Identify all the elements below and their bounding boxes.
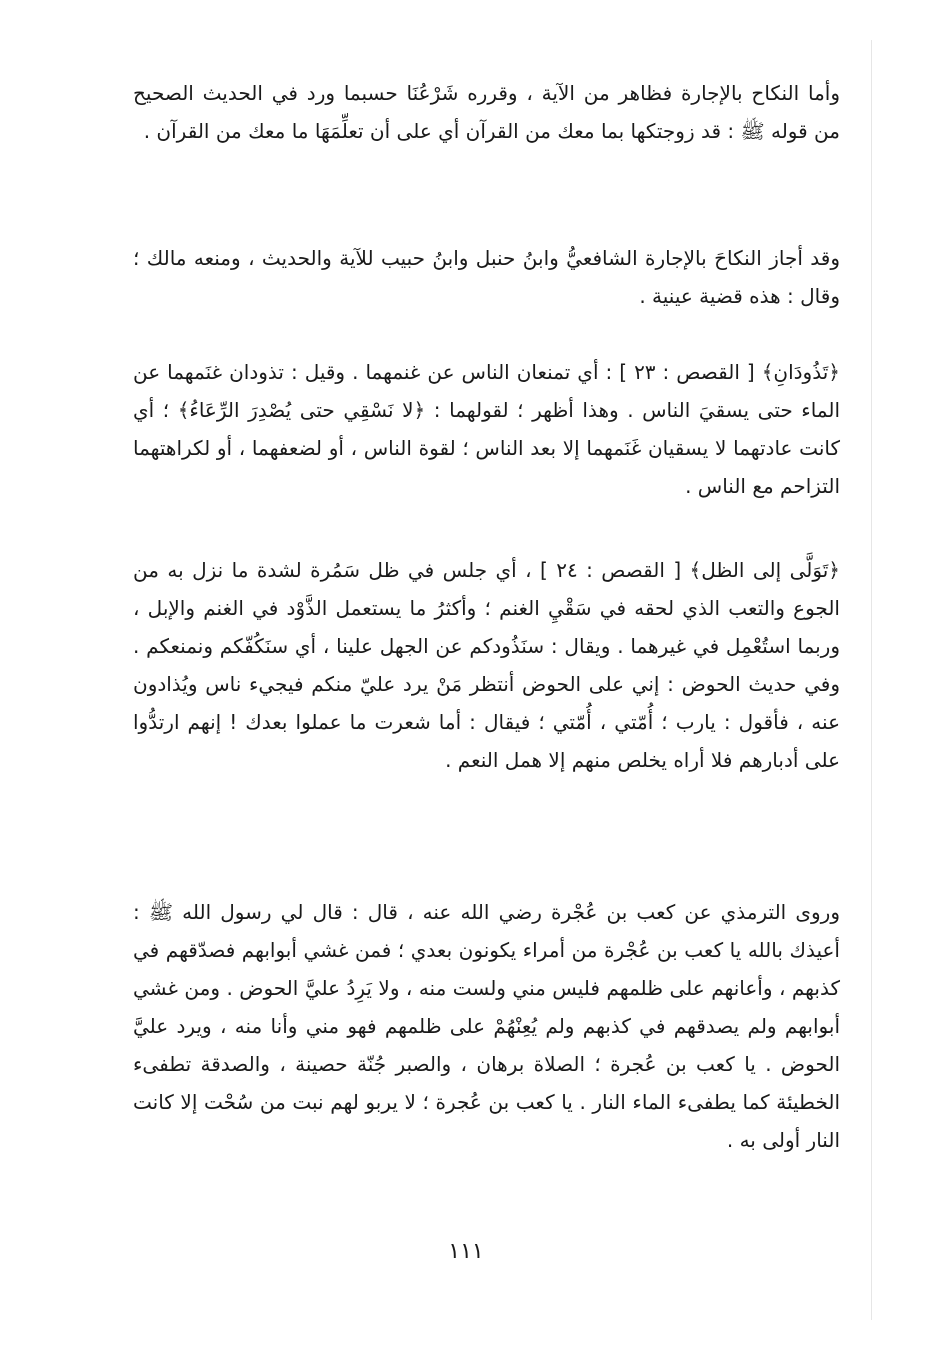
page-edge-line <box>871 40 872 1320</box>
paragraph-text: ﴿تَوَلَّى إلى الظل﴾ [ القصص : ٢٤ ] ، أي جلس في ظل سَمُرة لشدة ما نزل به من الجوع والتعب الذي لحقه في سَقْيِ الغنم ؛ وأكثرُ ما يستعمل الذَّوْد في الغنم والإبل ، وربما استُعْمِل في غيرهما . ويقال : سنَذُودكم عن الجهل علينا ، أي سنَكُفّكم ونمنعكم . وفي حديث الحوض : إني على الحوض أنتظر مَنْ يرد عليّ منكم فيجيء ناس ويُذادون عنه ، فأقول : يارب ؛ أُمّتي ، أُمّتي ؛ فيقال : أما شعرت ما عملوا بعدك ! إنهم ارتدُّوا على أدبارهم فلا أراه يخلص منهم إلا همل النعم . <box>133 558 841 772</box>
paragraph-jawaz-nikah <box>133 239 840 315</box>
paragraph-tirmidhi-hadith <box>133 893 840 1159</box>
paragraph-tadhudan <box>133 353 840 505</box>
paragraph-nikah-ijara <box>133 74 840 150</box>
paragraph-text: وقد أجاز النكاحَ بالإجارة الشافعيُّ وابنُ حنبل وابنُ حبيب للآية والحديث ، ومنعه مالك ؛ وقال : هذه قضية عينية . <box>133 246 840 308</box>
paragraph-text: ﴿تَذُودَانِ﴾ [ القصص : ٢٣ ] : أي تمنعان الناس عن غنمهما . وقيل : تذودان غنَمهما عن الماء حتى يسقيَ الناس . وهذا أظهر ؛ لقولهما : ﴿لا نَسْقِي حتى يُصْدِرَ الرِّعَاءُ﴾ ؛ أي كانت عادتهما لا يسقيان غَنَمهما إلا بعد الناس ؛ لقوة الناس ، أو لضعفهما ، أو لكراهتهما التزاحم مع الناس . <box>133 360 841 498</box>
paragraph-text: وأما النكاح بالإجارة فظاهر من الآية ، وقرره شَرْعُنَا حسبما ورد في الحديث الصحيح من قوله ﷺ : قد زوجتكها بما معك من القرآن أي على أن تعلِّمَهَا ما معك من القرآن . <box>133 81 840 143</box>
page-number: ١١١ <box>448 1239 484 1264</box>
paragraph-tawalla-ila-zzil <box>133 551 840 779</box>
paragraph-text: وروى الترمذي عن كعب بن عُجْرة رضي الله عنه ، قال : قال لي رسول الله ﷺ : أعيذك بالله يا كعب بن عُجْرة من أمراء يكونون بعدي ؛ فمن غشي أبوابهم فصدّقهم في كذبهم ، وأعانهم على ظلمهم فليس مني ولست منه ، ولا يَرِدُ عليَّ الحوض . ومن غشي أبوابهم ولم يصدقهم في كذبهم ولم يُعِنْهُمْ على ظلمهم فهو مني وأنا منه ، ويرد عليَّ الحوض . يا كعب بن عُجرة ؛ الصلاة برهان ، والصبر جُنّة حصينة ، والصدقة تطفىء الخطيئة كما يطفىء الماء النار . يا كعب بن عُجرة ؛ لا يربو لهم نبت من سُحْت إلا كانت النار أولى به . <box>133 900 840 1152</box>
